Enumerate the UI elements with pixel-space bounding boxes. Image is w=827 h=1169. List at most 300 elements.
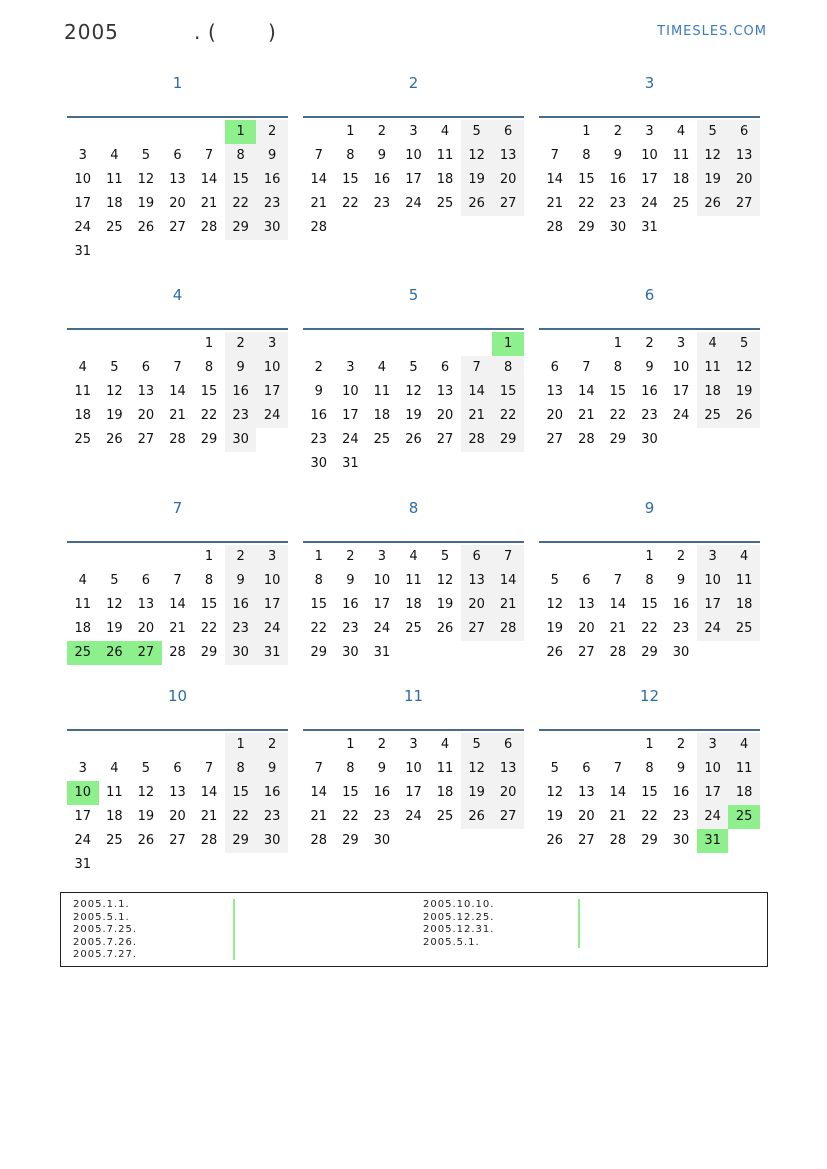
month-grid [67, 116, 288, 268]
day-cell: 1 [645, 549, 654, 564]
day-cell: 10 [641, 148, 658, 163]
month-1 [67, 74, 288, 259]
day-cell: 18 [106, 196, 123, 211]
day-cell: 11 [728, 757, 760, 781]
day-cell: 27 [492, 192, 524, 216]
day-cell: 21 [200, 809, 218, 824]
day-cell: 19 [137, 809, 155, 824]
day-cell: 1 [582, 124, 591, 139]
day-cell: 9 [225, 356, 257, 380]
day-cell: 14 [169, 597, 186, 612]
day-cell: 10 [405, 761, 422, 776]
day-cell: 4 [110, 761, 119, 776]
day-cell: 8 [645, 573, 654, 588]
day-cell: 26 [436, 621, 454, 636]
day-cell: 9 [377, 761, 387, 776]
month-grid [67, 541, 288, 669]
day-cell: 20 [169, 196, 186, 211]
month-9 [539, 499, 760, 660]
day-cell: 9 [645, 360, 654, 375]
day-cell: 11 [436, 148, 454, 163]
day-cell: 15 [578, 172, 595, 187]
day-cell: 22 [225, 192, 257, 216]
day-cell: 10 [67, 781, 99, 805]
day-cell: 12 [106, 384, 123, 399]
day-cell: 23 [256, 805, 288, 829]
day-cell: 16 [256, 168, 288, 192]
legend-item: 2005.12.25. [423, 911, 495, 923]
day-cell: 2 [613, 124, 623, 139]
day-cell: 19 [697, 168, 729, 192]
day-cell: 13 [578, 597, 595, 612]
day-cell: 14 [492, 569, 524, 593]
day-cell: 22 [310, 621, 328, 636]
month-5 [303, 286, 524, 471]
day-cell: 6 [492, 733, 524, 757]
day-cell: 14 [609, 597, 627, 612]
day-cell: 8 [613, 360, 623, 375]
day-cell: 11 [672, 148, 690, 163]
month-grid [539, 116, 760, 244]
day-cell: 3 [697, 733, 729, 757]
day-cell: 30 [609, 220, 627, 235]
day-cell: 14 [200, 172, 218, 187]
day-cell: 18 [728, 593, 760, 617]
day-cell: 4 [440, 124, 450, 139]
day-cell: 3 [256, 545, 288, 569]
day-cell: 5 [461, 120, 493, 144]
day-cell: 5 [550, 761, 559, 776]
month-title: 12 [639, 687, 660, 705]
day-cell: 23 [373, 809, 391, 824]
day-cell: 21 [310, 809, 328, 824]
day-cell: 28 [310, 833, 328, 848]
day-cell: 7 [314, 761, 323, 776]
day-cell: 17 [672, 384, 690, 399]
day-cell: 22 [492, 404, 524, 428]
day-cell: 14 [461, 380, 493, 404]
day-cell: 24 [74, 220, 92, 235]
day-cell: 10 [256, 356, 288, 380]
day-cell: 5 [409, 360, 418, 375]
month-11 [303, 687, 524, 848]
day-cell: 27 [461, 617, 493, 641]
day-cell: 12 [546, 597, 564, 612]
day-cell: 18 [405, 597, 422, 612]
day-cell: 29 [310, 645, 328, 660]
day-cell: 16 [672, 597, 690, 612]
day-cell: 3 [377, 549, 387, 564]
day-cell: 9 [346, 573, 355, 588]
day-cell: 9 [676, 573, 686, 588]
title-paren-open: ( [208, 20, 217, 44]
day-cell: 15 [609, 384, 627, 399]
day-cell: 28 [310, 220, 328, 235]
day-cell: 3 [645, 124, 654, 139]
month-title: 4 [172, 286, 183, 304]
day-cell: 13 [728, 144, 760, 168]
day-cell: 23 [225, 404, 257, 428]
day-cell: 19 [405, 408, 422, 423]
month-4 [67, 286, 288, 447]
day-cell: 21 [461, 404, 493, 428]
day-cell: 18 [728, 781, 760, 805]
day-cell: 9 [256, 757, 288, 781]
day-cell: 25 [728, 805, 760, 829]
day-cell: 29 [578, 220, 595, 235]
day-cell: 17 [74, 809, 92, 824]
day-cell: 10 [74, 172, 92, 187]
day-cell: 13 [492, 144, 524, 168]
day-cell: 1 [225, 120, 257, 144]
day-cell: 21 [609, 809, 627, 824]
day-cell: 23 [672, 809, 690, 824]
month-title: 10 [167, 687, 188, 705]
day-cell: 22 [200, 621, 218, 636]
day-cell: 20 [137, 621, 155, 636]
day-cell: 17 [373, 597, 391, 612]
day-cell: 16 [373, 172, 391, 187]
legend-item: 2005.7.27. [73, 949, 138, 960]
day-cell: 8 [346, 148, 355, 163]
day-cell: 23 [641, 408, 658, 423]
day-cell: 1 [204, 549, 214, 564]
day-cell: 28 [200, 833, 218, 848]
legend-item: 2005.7.26. [73, 936, 138, 948]
day-cell: 17 [697, 781, 729, 805]
day-cell: 24 [405, 809, 422, 824]
day-cell: 3 [409, 737, 418, 752]
day-cell: 7 [582, 360, 591, 375]
day-cell: 19 [461, 168, 493, 192]
day-cell: 23 [373, 196, 391, 211]
day-cell: 25 [106, 220, 123, 235]
day-cell: 14 [200, 785, 218, 800]
month-grid [303, 541, 524, 669]
day-cell: 1 [346, 124, 355, 139]
day-cell: 24 [74, 833, 92, 848]
day-cell: 20 [436, 408, 454, 423]
day-cell: 24 [373, 621, 391, 636]
day-cell: 25 [405, 621, 422, 636]
day-cell: 6 [141, 573, 151, 588]
day-cell: 28 [169, 645, 186, 660]
legend-item: 2005.12.31. [423, 924, 495, 935]
day-cell: 31 [697, 829, 729, 853]
day-cell: 21 [169, 621, 186, 636]
day-cell: 11 [728, 569, 760, 593]
day-cell: 31 [641, 220, 658, 235]
month-7 [67, 499, 288, 660]
day-cell: 11 [106, 172, 123, 187]
day-cell: 2 [377, 124, 387, 139]
day-cell: 3 [78, 761, 87, 776]
day-cell: 17 [74, 196, 92, 211]
day-cell: 4 [728, 545, 760, 569]
day-cell: 26 [546, 645, 564, 660]
day-cell: 30 [672, 645, 690, 660]
month-title: 7 [172, 499, 183, 517]
day-cell: 18 [436, 172, 454, 187]
day-cell: 23 [225, 617, 257, 641]
day-cell: 14 [310, 172, 328, 187]
day-cell: 13 [546, 384, 564, 399]
day-cell: 11 [373, 384, 391, 399]
day-cell: 3 [346, 360, 355, 375]
day-cell: 22 [641, 621, 658, 636]
day-cell: 8 [314, 573, 323, 588]
day-cell: 20 [461, 593, 493, 617]
day-cell: 22 [225, 805, 257, 829]
day-cell: 5 [550, 573, 559, 588]
month-3 [539, 74, 760, 235]
day-cell: 24 [641, 196, 658, 211]
day-cell: 26 [137, 833, 155, 848]
day-cell: 30 [342, 645, 359, 660]
day-cell: 14 [578, 384, 595, 399]
day-cell: 24 [256, 404, 288, 428]
day-cell: 25 [106, 833, 123, 848]
day-cell: 21 [200, 196, 218, 211]
day-cell: 22 [641, 809, 658, 824]
day-cell: 4 [110, 148, 119, 163]
day-cell: 26 [106, 432, 123, 447]
legend-item: 2005.5.1. [73, 911, 130, 923]
month-grid [539, 729, 760, 857]
day-cell: 29 [609, 432, 627, 447]
day-cell: 6 [461, 545, 493, 569]
month-title: 2 [408, 74, 419, 92]
day-cell: 31 [74, 857, 92, 872]
day-cell: 18 [74, 408, 92, 423]
day-cell: 4 [440, 737, 450, 752]
day-cell: 1 [204, 336, 214, 351]
day-cell: 14 [169, 384, 186, 399]
day-cell: 20 [492, 168, 524, 192]
day-cell: 6 [550, 360, 559, 375]
month-grid [67, 328, 288, 456]
day-cell: 16 [672, 785, 690, 800]
day-cell: 25 [672, 196, 690, 211]
day-cell: 18 [436, 785, 454, 800]
day-cell: 15 [310, 597, 328, 612]
month-title: 5 [408, 286, 419, 304]
day-cell: 6 [582, 761, 591, 776]
day-cell: 26 [697, 192, 729, 216]
brand-link[interactable]: TIMESLES.COM [657, 24, 767, 39]
month-grid [303, 729, 524, 857]
day-cell: 19 [106, 408, 123, 423]
day-cell: 26 [546, 833, 564, 848]
day-cell: 7 [550, 148, 559, 163]
day-cell: 15 [225, 781, 257, 805]
day-cell: 2 [256, 120, 288, 144]
day-cell: 10 [342, 384, 359, 399]
day-cell: 27 [492, 805, 524, 829]
day-cell: 20 [492, 781, 524, 805]
day-cell: 27 [169, 220, 186, 235]
legend-holiday-marker [233, 899, 235, 960]
page-title [64, 20, 277, 44]
day-cell: 13 [169, 172, 186, 187]
day-cell: 17 [405, 785, 422, 800]
day-cell: 24 [697, 617, 729, 641]
day-cell: 7 [461, 356, 493, 380]
day-cell: 2 [676, 549, 686, 564]
day-cell: 25 [373, 432, 391, 447]
day-cell: 17 [256, 380, 288, 404]
day-cell: 11 [436, 761, 454, 776]
day-cell: 18 [373, 408, 391, 423]
day-cell: 3 [676, 336, 686, 351]
day-cell: 12 [137, 172, 155, 187]
month-title: 11 [403, 687, 424, 705]
month-title: 9 [644, 499, 655, 517]
day-cell: 26 [461, 805, 493, 829]
day-cell: 12 [461, 144, 493, 168]
day-cell: 29 [492, 428, 524, 452]
day-cell: 19 [546, 621, 564, 636]
month-grid [539, 541, 760, 669]
day-cell: 13 [169, 785, 186, 800]
day-cell: 3 [409, 124, 418, 139]
day-cell: 16 [373, 785, 391, 800]
day-cell: 23 [256, 192, 288, 216]
day-cell: 30 [256, 216, 288, 240]
day-cell: 16 [256, 781, 288, 805]
day-cell: 24 [697, 805, 729, 829]
day-cell: 5 [461, 733, 493, 757]
day-cell: 20 [578, 621, 595, 636]
day-cell: 27 [169, 833, 186, 848]
day-cell: 29 [641, 645, 658, 660]
month-12 [539, 687, 760, 848]
day-cell: 16 [225, 593, 257, 617]
day-cell: 10 [697, 757, 729, 781]
day-cell: 16 [641, 384, 658, 399]
day-cell: 29 [200, 645, 218, 660]
day-cell: 12 [728, 356, 760, 380]
day-cell: 5 [440, 549, 450, 564]
day-cell: 31 [342, 456, 359, 471]
day-cell: 27 [578, 645, 595, 660]
day-cell: 7 [173, 573, 182, 588]
day-cell: 30 [256, 829, 288, 853]
day-cell: 2 [225, 332, 257, 356]
day-cell: 13 [492, 757, 524, 781]
day-cell: 29 [225, 216, 257, 240]
day-cell: 21 [546, 196, 564, 211]
day-cell: 28 [169, 432, 186, 447]
day-cell: 9 [377, 148, 387, 163]
day-cell: 2 [346, 549, 355, 564]
day-cell: 3 [256, 332, 288, 356]
day-cell: 21 [609, 621, 627, 636]
day-cell: 25 [436, 809, 454, 824]
day-cell: 8 [204, 360, 214, 375]
day-cell: 28 [492, 617, 524, 641]
day-cell: 26 [137, 220, 155, 235]
day-cell: 8 [204, 573, 214, 588]
day-cell: 17 [405, 172, 422, 187]
day-cell: 2 [256, 733, 288, 757]
day-cell: 6 [492, 120, 524, 144]
day-cell: 7 [204, 148, 214, 163]
day-cell: 24 [342, 432, 359, 447]
day-cell: 28 [578, 432, 595, 447]
day-cell: 15 [492, 380, 524, 404]
day-cell: 14 [546, 172, 564, 187]
day-cell: 4 [409, 549, 418, 564]
day-cell: 15 [200, 597, 218, 612]
day-cell: 23 [672, 621, 690, 636]
month-2 [303, 74, 524, 235]
day-cell: 11 [697, 356, 729, 380]
day-cell: 27 [728, 192, 760, 216]
day-cell: 26 [99, 641, 131, 665]
day-cell: 4 [697, 332, 729, 356]
day-cell: 28 [609, 833, 627, 848]
day-cell: 11 [405, 573, 422, 588]
day-cell: 1 [645, 737, 654, 752]
month-6 [539, 286, 760, 447]
day-cell: 7 [492, 545, 524, 569]
month-grid [67, 729, 288, 881]
day-cell: 25 [74, 432, 92, 447]
day-cell: 6 [728, 120, 760, 144]
day-cell: 17 [697, 593, 729, 617]
day-cell: 11 [74, 384, 92, 399]
day-cell: 6 [141, 360, 151, 375]
day-cell: 5 [110, 573, 119, 588]
day-cell: 1 [225, 733, 257, 757]
day-cell: 27 [578, 833, 595, 848]
day-cell: 17 [256, 593, 288, 617]
day-cell: 19 [106, 621, 123, 636]
month-10 [67, 687, 288, 872]
day-cell: 18 [672, 172, 690, 187]
day-cell: 5 [141, 761, 151, 776]
day-cell: 8 [492, 356, 524, 380]
day-cell: 21 [310, 196, 328, 211]
day-cell: 2 [645, 336, 654, 351]
legend-item: 2005.7.25. [73, 924, 138, 935]
day-cell: 15 [225, 168, 257, 192]
day-cell: 13 [578, 785, 595, 800]
day-cell: 10 [256, 569, 288, 593]
day-cell: 9 [676, 761, 686, 776]
day-cell: 3 [697, 545, 729, 569]
day-cell: 10 [672, 360, 690, 375]
day-cell: 1 [492, 332, 524, 356]
day-cell: 26 [405, 432, 422, 447]
day-cell: 25 [436, 196, 454, 211]
day-cell: 5 [728, 332, 760, 356]
day-cell: 1 [314, 549, 323, 564]
day-cell: 23 [609, 196, 627, 211]
day-cell: 19 [461, 781, 493, 805]
day-cell: 16 [609, 172, 627, 187]
day-cell: 8 [645, 761, 654, 776]
day-cell: 15 [200, 384, 218, 399]
day-cell: 12 [436, 573, 454, 588]
day-cell: 15 [342, 785, 359, 800]
day-cell: 8 [225, 757, 257, 781]
month-8 [303, 499, 524, 660]
day-cell: 4 [78, 360, 87, 375]
day-cell: 23 [310, 432, 328, 447]
day-cell: 28 [609, 645, 627, 660]
